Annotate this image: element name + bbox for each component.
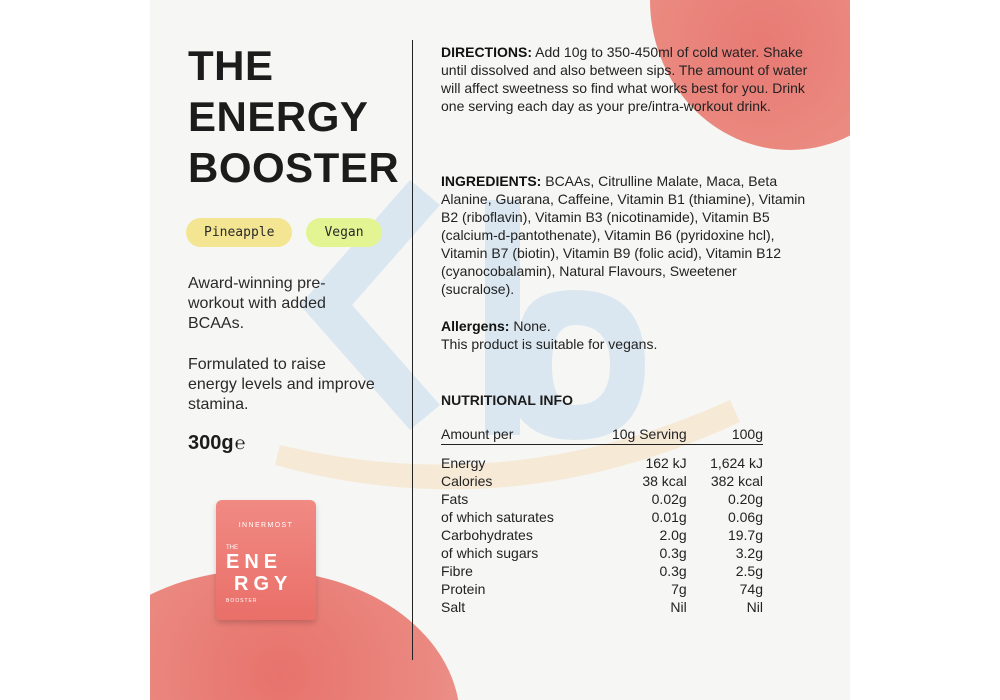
nutrient-name: Energy	[441, 455, 486, 471]
per-100g-value: 3.2g	[735, 545, 763, 561]
directions-section	[441, 43, 813, 115]
per-100g-value: Nil	[746, 599, 763, 615]
pouch-the: THE	[226, 545, 238, 551]
table-row	[441, 598, 763, 616]
directions-label: DIRECTIONS:	[441, 44, 532, 60]
table-row	[441, 580, 763, 598]
nutrient-name: Fibre	[441, 563, 473, 579]
product-title	[188, 40, 399, 193]
per-100g-value: 2.5g	[735, 563, 763, 579]
header-amount-per: Amount per	[441, 426, 514, 442]
product-description-2: Formulated to raise energy levels and improve stamina.	[188, 356, 375, 413]
table-row	[441, 445, 763, 473]
per-100g-value: 382 kcal	[710, 473, 763, 489]
per-serving-value: 0.02g	[651, 491, 687, 507]
table-row	[441, 472, 763, 490]
product-description-1: Award-winning pre-workout with added BCAAs.	[188, 275, 326, 332]
per-serving-value: Nil	[670, 599, 687, 615]
table-row	[441, 562, 763, 580]
per-100g-value: 0.20g	[727, 491, 763, 507]
product-pouch-image	[216, 500, 316, 620]
directions-text: Add 10g to 350-450ml of cold water. Shake until dissolved and also between sips. The amount of water will affect sweetness so find what works best for you. Drink one serving each day as your pre/intra-workout drink.	[441, 44, 808, 114]
per-serving-value: 2.0g	[659, 527, 687, 543]
nutrient-name: of which saturates	[441, 509, 554, 525]
nutrition-header-row	[441, 425, 763, 445]
column-divider	[412, 40, 413, 660]
ingredients-section	[441, 172, 813, 298]
product-weight	[188, 432, 245, 455]
per-serving-value: 0.01g	[651, 509, 687, 525]
nutrient-name: Carbohydrates	[441, 527, 533, 543]
vegan-note: This product is suitable for vegans.	[441, 336, 658, 352]
per-serving-value: 0.3g	[659, 545, 687, 561]
nutrient-name: Salt	[441, 599, 466, 615]
per-serving-value: 38 kcal	[642, 473, 687, 489]
header-100g: 100g	[731, 426, 763, 442]
nutrition-title: NUTRITIONAL INFO	[441, 392, 573, 408]
nutrient-name: Protein	[441, 581, 486, 597]
title-line-3: BOOSTER	[188, 144, 400, 191]
weight-value: 300g	[188, 432, 234, 454]
pouch-word-bottom: RGY	[234, 573, 293, 595]
per-serving-value: 0.3g	[659, 563, 687, 579]
per-serving-value: 7g	[671, 581, 687, 597]
ingredients-text: BCAAs, Citrulline Malate, Maca, Beta Alanine, Guarana, Caffeine, Vitamin B1 (thiamine), Vitamin B2 (riboflavin), Vitamin B3 (nicotinamide), Vitamin B5 (calcium-d-pantothenate), Vitamin B6 (pyridoxine hcl), Vitamin B7 (biotin), Vitamin B9 (folic acid), Vitamin B12 (cyanocobalamin), Natural Flavours, Sweetener (sucralose).	[441, 173, 806, 297]
allergens-label: Allergens:	[441, 318, 510, 334]
nutrient-name: Fats	[441, 491, 469, 507]
nutrition-table	[441, 425, 763, 616]
table-row	[441, 544, 763, 562]
pouch-subtitle: BOOSTER	[226, 598, 258, 604]
per-100g-value: 0.06g	[727, 509, 763, 525]
table-row	[441, 490, 763, 508]
header-serving: 10g Serving	[611, 426, 687, 442]
per-serving-value: 162 kJ	[645, 455, 687, 471]
per-100g-value: 74g	[739, 581, 763, 597]
nutrient-name: of which sugars	[441, 545, 539, 561]
per-100g-value: 19.7g	[727, 527, 763, 543]
tag-list	[186, 218, 382, 247]
product-info-card	[150, 0, 850, 700]
allergens-text: None.	[513, 318, 551, 334]
title-line-1: THE	[188, 42, 274, 89]
table-row	[441, 508, 763, 526]
estimated-sign-icon: ℮	[234, 433, 246, 453]
tag-vegan: Vegan	[306, 218, 381, 247]
title-line-2: ENERGY	[188, 93, 369, 140]
pouch-brand: INNERMOST	[238, 522, 294, 529]
table-row	[441, 526, 763, 544]
allergens-section	[441, 317, 813, 353]
nutrient-name: Calories	[441, 473, 493, 489]
ingredients-label: INGREDIENTS:	[441, 173, 542, 189]
pouch-word-top: ENE	[226, 551, 283, 573]
per-100g-value: 1,624 kJ	[710, 455, 763, 471]
tag-pineapple: Pineapple	[186, 218, 292, 247]
